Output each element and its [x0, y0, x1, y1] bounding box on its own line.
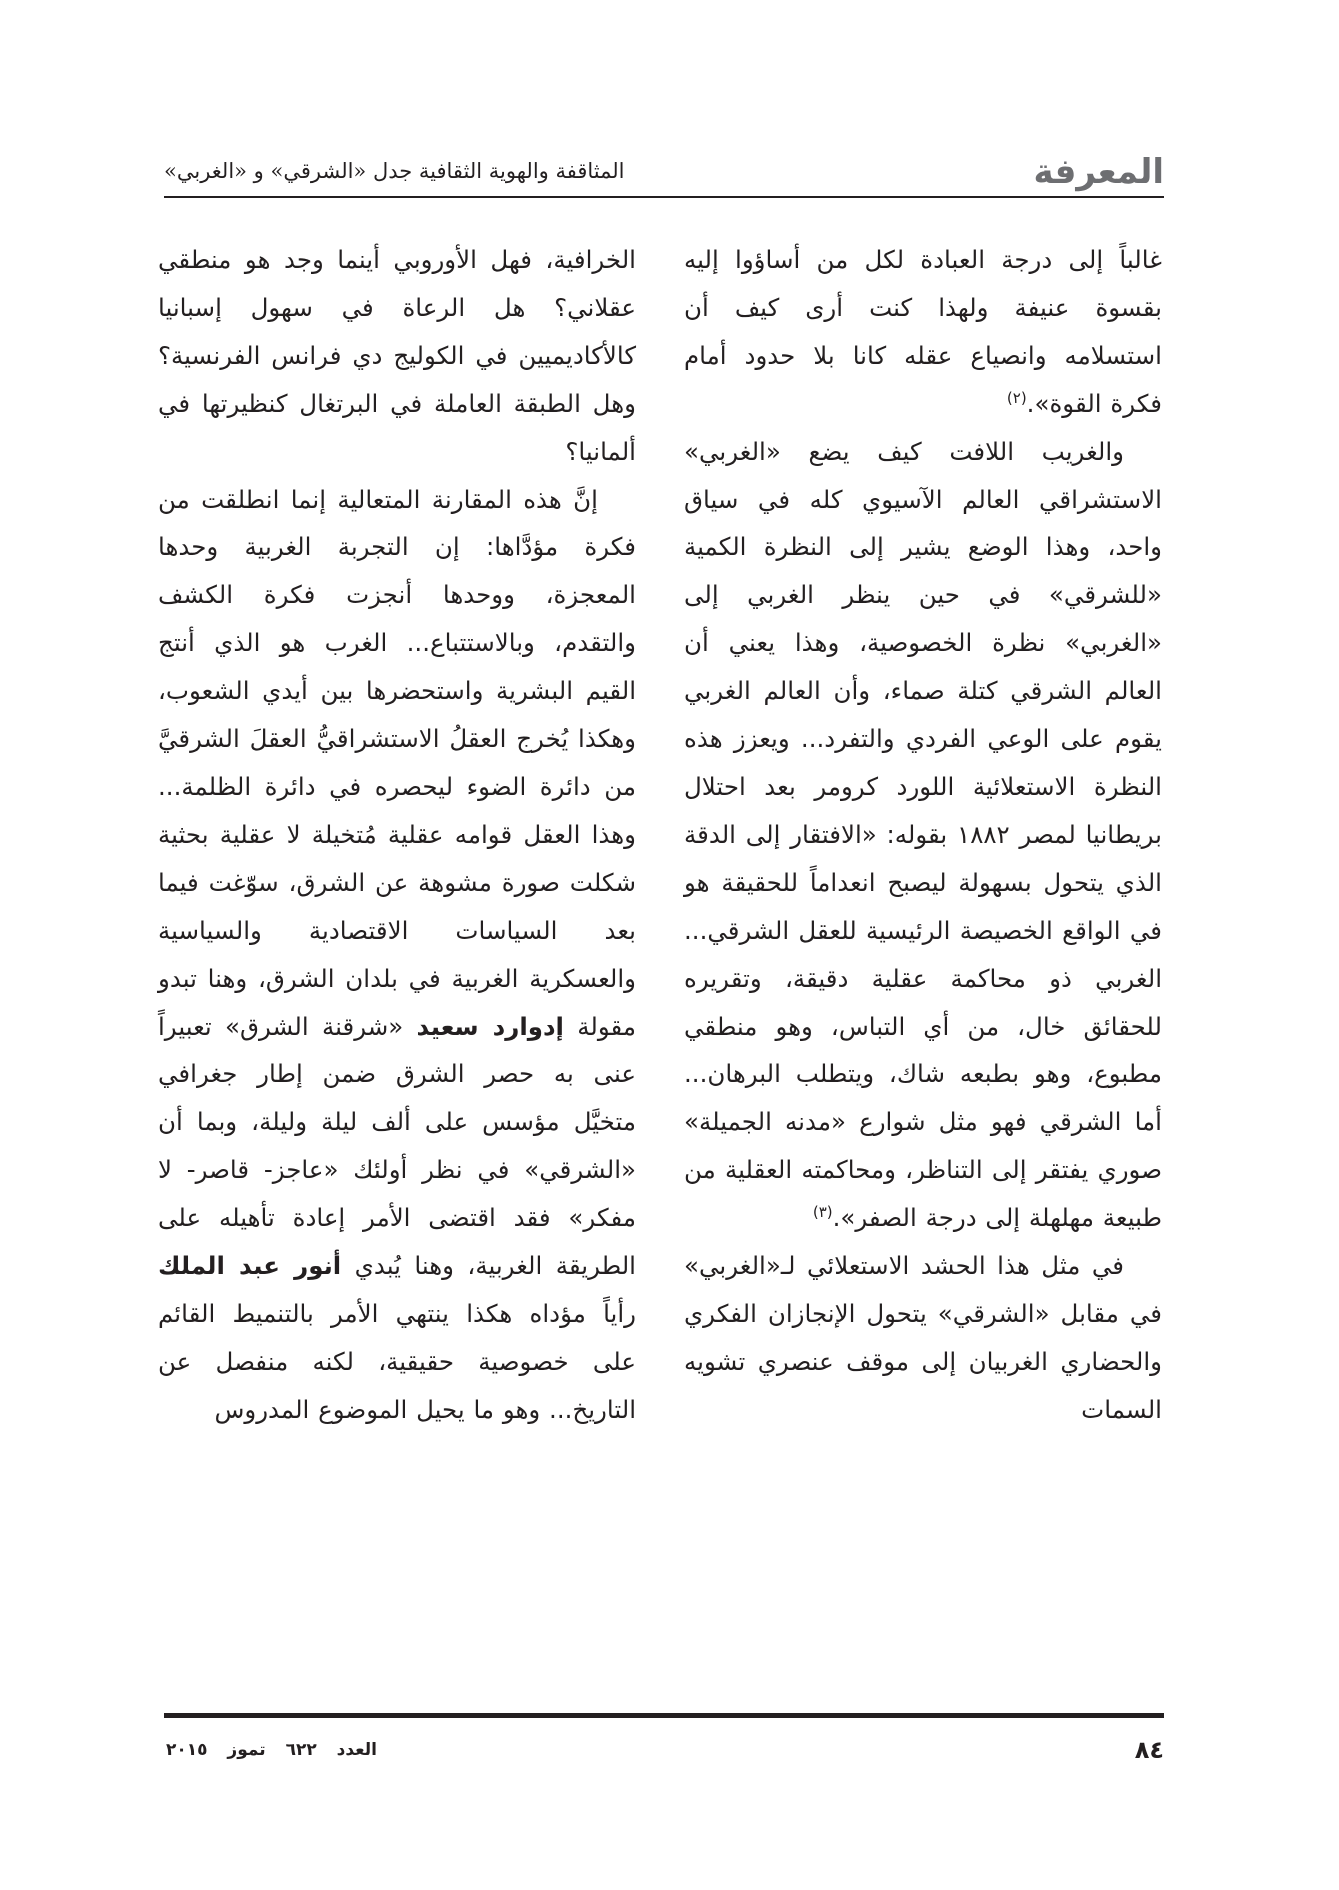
issue-info: العدد ٦٢٢ تموز ٢٠١٥: [166, 1740, 377, 1760]
left-column: [158, 236, 636, 1434]
paragraph: في مثل هذا الحشد الاستعلائي لـ«الغربي» في مقابل «الشرقي» يتحول الإنجازان الفكري والحضاري الغربيان إلى موقف عنصري تشويه السمات: [684, 1251, 1162, 1424]
paragraph-text: والغريب اللافت كيف يضع «الغربي» الاستشراقي العالم الآسيوي كله في سياق واحد، وهذا الوضع يشير إلى النظرة الكمية «للشرقي» في حين ينظر الغربي إلى «الغربي» نظرة الخصوصية، وهذا يعني أن العالم الشرقي كتلة صماء، وأن العالم الغربي يقوم على الوعي الفردي والتفرد... ويعزز هذه النظرة الاستعلائية اللورد كرومر بعد احتلال بريطانيا لمصر ١٨٨٢ بقوله: «الافتقار إلى الدقة الذي يتحول بسهولة ليصبح انعداماً للحقيقة هو في الواقع الخصيصة الرئيسية للعقل الشرقي... الغربي ذو محاكمة عقلية دقيقة، وتقريره للحقائق خال، من أي التباس، وهو منطقي مطبوع، وهو بطبعه شاك، ويتطلب البرهان... أما الشرقي فهو مثل شوارع «مدنه الجميلة» صوري يفتقر إلى التناظر، ومحاكمته العقلية من طبيعة مهلهلة إلى درجة الصفر».: [684, 436, 1162, 1233]
running-title: المثاقفة والهوية الثقافية جدل «الشرقي» و «الغربي»: [164, 159, 625, 183]
paragraph: الخرافية، فهل الأوروبي أينما وجد هو منطقي عقلاني؟ هل الرعاة في سهول إسبانيا كالأكاديميين في الكوليج دي فرانس الفرنسية؟ وهل الطبقة العاملة في البرتغال كنظيرتها في ألمانيا؟: [158, 245, 636, 466]
right-column: [684, 236, 1162, 1434]
paragraph-text: رأياً مؤداه هكذا ينتهي الأمر بالتنميط القائم على خصوصية حقيقية، لكنه منفصل عن التاريخ... وهو ما يحيل الموضوع المدروس: [158, 1298, 636, 1424]
page-header: [164, 150, 1164, 194]
paragraph-text: «شرقنة الشرق» تعبيراً عنى به حصر الشرق ضمن إطار جغرافي متخيَّل مؤسس على ألف ليلة وليلة، وبما أن «الشرقي» في نظر أولئك «عاجز- قاصر- لا مفكر» فقد اقتضى الأمر إعادة تأهيله على الطريقة الغربية، وهنا يُبدي: [158, 1011, 636, 1281]
page-footer: [164, 1730, 1164, 1770]
author-name: إدوارد سعيد: [416, 1011, 564, 1041]
header-divider: [164, 196, 1164, 198]
footer-divider: [164, 1713, 1164, 1718]
author-name: أنور عبد الملك: [158, 1251, 342, 1281]
page-number: ٨٤: [1134, 1736, 1164, 1764]
paragraph-text: إنَّ هذه المقارنة المتعالية إنما انطلقت من فكرة مؤدَّاها: إن التجربة الغربية وحدها المعجزة، ووحدها أنجزت فكرة الكشف والتقدم، وبالاستتباع... الغرب هو الذي أنتج القيم البشرية واستحضرها بين أيدي الشعوب، وهكذا يُخرج العقلُ الاستشراقيُّ العقلَ الشرقيَّ من دائرة الضوء ليحصره في دائرة الظلمة... وهذا العقل قوامه عقلية مُتخيلة لا عقلية بحثية شكلت صورة مشوهة عن الشرق، سوّغت فيما بعد السياسات الاقتصادية والسياسية والعسكرية الغربية في بلدان الشرق، وهنا تبدو مقولة: [158, 484, 637, 1041]
paragraph: [684, 236, 1162, 428]
paragraph: [158, 476, 636, 1434]
paragraph-text: غالباً إلى درجة العبادة لكل من أساؤوا إليه بقسوة عنيفة ولهذا كنت أرى كيف أن استسلامه وانصياع عقله كانا بلا حدود أمام فكرة القوة».: [684, 245, 1162, 418]
footnote-ref: (٣): [812, 1202, 833, 1221]
magazine-logo: المعرفة: [1033, 152, 1164, 192]
footnote-ref: (٢): [1006, 388, 1027, 407]
paragraph: [684, 428, 1162, 1242]
